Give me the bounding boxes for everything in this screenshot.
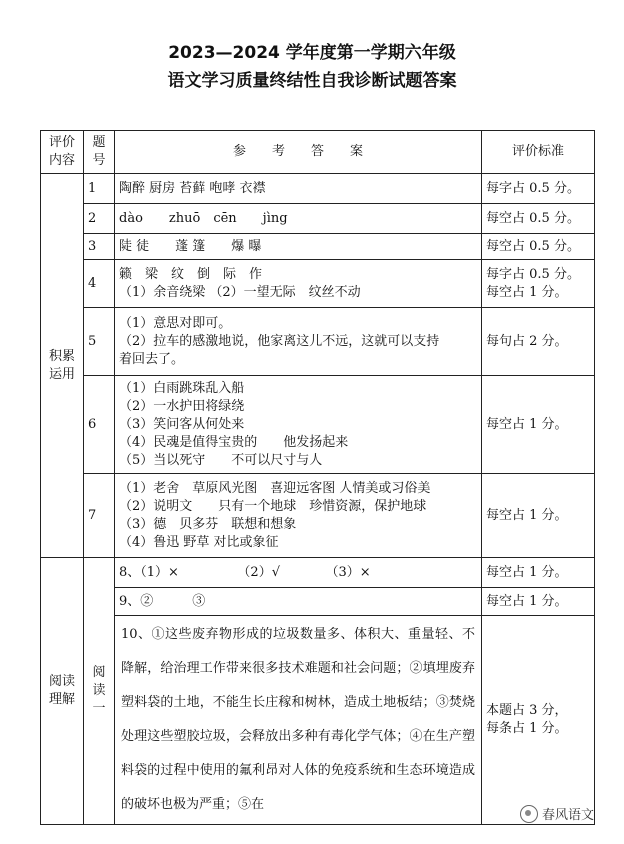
section-label-accumulation: 积累 运用 [41, 174, 84, 558]
question-number: 1 [84, 174, 115, 204]
criteria-cell: 每空占 1 分。 [482, 588, 595, 616]
document-title-line1: 2023—2024 学年度第一学期六年级 [168, 43, 456, 63]
subsection-label-reading-one: 阅 读 一 [84, 558, 115, 825]
criteria-cell: 每字占 0.5 分。 [482, 174, 595, 204]
criteria-cell: 每空占 0.5 分。 [482, 234, 595, 260]
criteria-cell: 每空占 0.5 分。 [482, 204, 595, 234]
table-row [41, 558, 595, 588]
table-row [41, 260, 595, 308]
question-number: 3 [84, 234, 115, 260]
table-row [41, 174, 595, 204]
answer-cell: 9、② ③ [115, 588, 482, 616]
table-row [41, 588, 595, 616]
criteria-cell: 每句占 2 分。 [482, 308, 595, 376]
criteria-cell: 本题占 3 分， 每条占 1 分。 [482, 616, 595, 825]
answer-cell: 8、（1）× （2）√ （3）× [115, 558, 482, 588]
criteria-cell: 每空占 1 分。 [482, 376, 595, 474]
header-reference-answer: 参 考 答 案 [115, 131, 482, 174]
criteria-cell: 每空占 1 分。 [482, 558, 595, 588]
header-eval-content: 评价 内容 [41, 131, 84, 174]
table-row [41, 308, 595, 376]
table-row [41, 616, 595, 825]
header-criteria: 评价标准 [482, 131, 595, 174]
answer-cell: 籁 梁 纹 倒 际 作 （1）余音绕梁 （2）一望无际 纹丝不动 [115, 260, 482, 308]
table-row [41, 204, 595, 234]
answer-cell: dào zhuō cēn jìng [115, 204, 482, 234]
question-number: 4 [84, 260, 115, 308]
question-number: 2 [84, 204, 115, 234]
table-header-row [41, 131, 595, 174]
watermark [520, 804, 594, 823]
section-label-reading: 阅读 理解 [41, 558, 84, 825]
criteria-cell: 每空占 1 分。 [482, 474, 595, 558]
answer-cell: （1）意思对即可。 （2）拉车的感激地说，他家离这儿不远，这就可以支持 着回去了。 [115, 308, 482, 376]
answer-cell-long: 10、①这些废弃物形成的垃圾数量多、体积大、重量轻、不降解，给治理工作带来很多技术难题和社会问题；②填埋废弃塑料袋的土地，不能生长庄稼和树林，造成土地板结；③焚烧处理这些塑胶垃圾，会释放出多种有毒化学气体；④在生产塑料袋的过程中使用的氟利昂对人体的免疫系统和生态环境造成的破坏也极为严重；⑤在 [115, 616, 482, 825]
answer-cell: （1）白雨跳珠乱入船 （2）一水护田将绿绕 （3）笑问客从何处来 （4）民魂是值得宝贵的 他发扬起来 （5）当以死守 不可以尺寸与人 [115, 376, 482, 474]
criteria-cell: 每字占 0.5 分。 每空占 1 分。 [482, 260, 595, 308]
table-row [41, 376, 595, 474]
header-question-no: 题 号 [84, 131, 115, 174]
question-number: 5 [84, 308, 115, 376]
answer-cell: 陶醉 厨房 苔藓 咆哮 衣襟 [115, 174, 482, 204]
table-row [41, 234, 595, 260]
question-number: 7 [84, 474, 115, 558]
watermark-text: 春风语文 [542, 808, 595, 823]
answer-table [40, 130, 595, 825]
table-row [41, 474, 595, 558]
answer-cell: （1）老舍 草原风光图 喜迎远客图 人情美或习俗美 （2）说明文 只有一个地球 珍惜资源，保护地球 （3）德 贝多芬 联想和想象 （4）鲁迅 野草 对比或象征 [115, 474, 482, 558]
wechat-logo-icon [520, 805, 538, 823]
document-title-line2: 语文学习质量终结性自我诊断试题答案 [167, 71, 457, 91]
answer-cell: 陡 徒 蓬 篷 爆 曝 [115, 234, 482, 260]
question-number: 6 [84, 376, 115, 474]
